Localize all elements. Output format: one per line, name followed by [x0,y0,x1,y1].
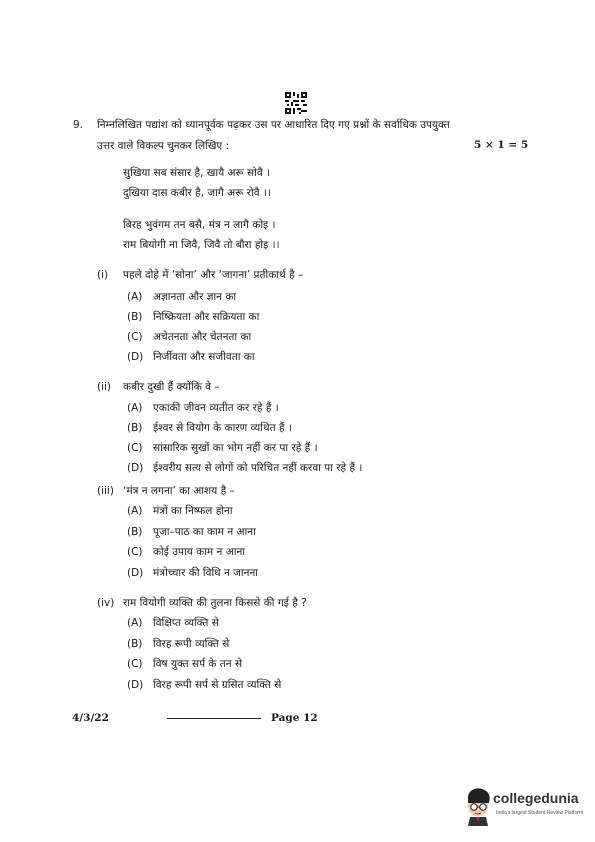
option-text: कोई उपाय काम न आना [153,546,245,558]
question-marks: 5 × 1 = 5 [474,139,529,151]
option-label: (D) [127,679,144,691]
verse-line-1: सुखिया सब संसार है, खायै अरू सोवै । [123,167,271,179]
subquestion-number: (ii) [97,381,112,393]
subquestion-text: राम वियोगी व्यक्ति की तुलना किससे की गई है ? [123,597,307,609]
option-text: विक्षिप्त व्यक्ति से [153,617,219,629]
option-label: (C) [127,658,143,670]
option-text: मंत्रोच्चार की विधि न जानना [153,567,259,579]
option-label: (C) [127,546,143,558]
subquestion-text: पहले दोहे में ‘सोना’ और ‘जागना’ प्रतीकार्थ है – [123,269,304,281]
option-label: (B) [127,638,143,650]
subquestion-number: (iii) [97,485,114,497]
brand-tagline: India's largest Student Review Platform [496,810,584,816]
subquestion-number: (i) [97,269,109,281]
option-text: अचेतनता और चेतनता का [153,331,252,343]
subquestion-text: ‘मंत्र न लगना’ का आशय है – [123,485,235,497]
option-text: विरह रूपी व्यक्ति से [153,638,230,650]
option-label: (A) [127,617,143,629]
option-label: (C) [127,331,143,343]
question-number: 9. [73,119,84,131]
paper-code: 4/3/22 [72,712,109,724]
option-text: विरह रूपी सर्प से ग्रसित व्यक्ति से [153,679,282,691]
option-text: सांसारिक सुखों का भोग नहीं कर पा रहे हैं । [153,442,318,454]
qr-code-icon [285,92,307,114]
subquestion-text: कबीर दुखी हैं क्योंकि वे – [123,381,220,393]
option-label: (A) [127,505,143,517]
question-stem-line2: उत्तर वाले विकल्प चुनकर लिखिए : [97,140,230,152]
page-number: Page 12 [271,712,318,724]
option-label: (D) [127,462,144,474]
option-label: (C) [127,442,143,454]
question-stem-line1: निम्नलिखित पद्यांश को ध्यानपूर्वक पढ़कर उस पर आधारित दिए गए प्रश्नों के सर्वाधिक उपयुक्त [97,119,450,131]
option-text: पूजा–पाठ का काम न आना [153,526,256,538]
option-text: ईश्वर से वियोग के कारण व्यथित हैं । [153,422,292,434]
mascot-icon [462,786,494,826]
brand-logo-text: collegedunia [493,790,579,806]
option-text: विष युक्त सर्प के तन से [153,658,243,670]
option-label: (B) [127,311,143,323]
verse-line-4: राम बियोगी ना जिवै, जिवै तो बौरा होइ ।। [123,239,280,251]
option-label: (A) [127,291,143,303]
option-text: एकाकी जीवन व्यतीत कर रहे हैं । [153,402,279,414]
option-text: मंत्रों का निष्फल होना [153,505,233,517]
verse-line-3: बिरह भुवंगम तन बसै, मंत्र न लागै कोइ । [123,219,276,231]
verse-line-2: दुखिया दास कबीर है, जागै अरू रोवै ।। [123,187,271,199]
option-label: (D) [127,351,144,363]
subquestion-number: (iv) [97,597,115,609]
option-text: ईश्वरीय सत्य से लोगों को परिचित नहीं करवा पा रहे हैं । [153,462,363,474]
footer-divider [167,718,261,719]
option-label: (D) [127,567,144,579]
option-text: अज्ञानता और ज्ञान का [153,291,237,303]
option-label: (A) [127,402,143,414]
option-label: (B) [127,422,143,434]
option-label: (B) [127,526,143,538]
option-text: निष्क्रियता और सक्रियता का [153,311,260,323]
option-text: निर्जीवता और सजीवता का [153,351,255,363]
